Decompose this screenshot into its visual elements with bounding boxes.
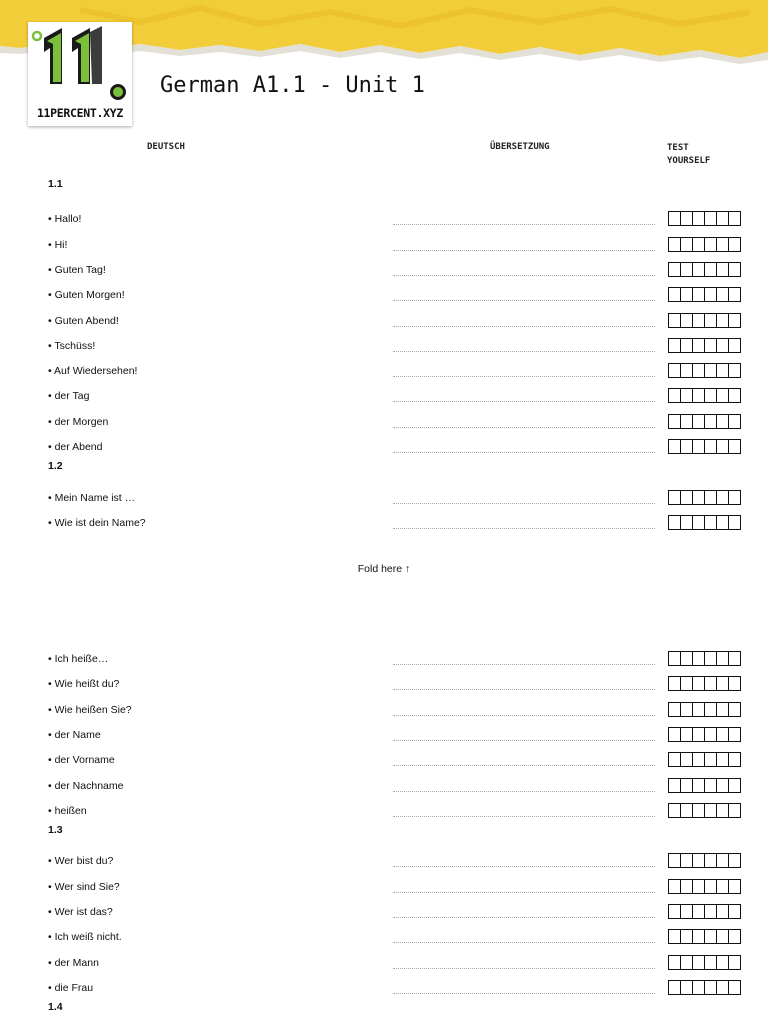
vocab-row (0, 727, 768, 745)
test-yourself-boxes (668, 490, 740, 505)
vocab-row (0, 515, 768, 533)
vocab-term: • Ich weiß nicht. (48, 931, 122, 944)
vocab-row (0, 778, 768, 796)
test-checkbox[interactable] (728, 778, 741, 793)
vocab-term: • der Vorname (48, 754, 115, 767)
test-checkbox[interactable] (728, 338, 741, 353)
test-yourself-boxes (668, 363, 740, 378)
test-yourself-boxes (668, 955, 740, 970)
test-checkbox[interactable] (728, 490, 741, 505)
vocab-term: • der Mann (48, 956, 99, 969)
vocab-term: • der Morgen (48, 415, 109, 428)
vocab-term: • Wer sind Sie? (48, 880, 120, 893)
translation-line[interactable] (393, 942, 655, 943)
test-checkbox[interactable] (728, 955, 741, 970)
translation-line[interactable] (393, 528, 655, 529)
test-checkbox[interactable] (728, 929, 741, 944)
vocab-row (0, 439, 768, 457)
column-header-test-yourself: TEST YOURSELF (667, 143, 711, 166)
test-checkbox[interactable] (728, 515, 741, 530)
translation-line[interactable] (393, 715, 655, 716)
test-checkbox[interactable] (728, 439, 741, 454)
translation-line[interactable] (393, 765, 655, 766)
vocab-term: • die Frau (48, 981, 94, 994)
test-yourself-boxes (668, 651, 740, 666)
test-checkbox[interactable] (728, 414, 741, 429)
translation-line[interactable] (393, 376, 655, 377)
translation-line[interactable] (393, 503, 655, 504)
vocab-row (0, 363, 768, 381)
translation-line[interactable] (393, 427, 655, 428)
vocab-term: • Wer bist du? (48, 855, 114, 868)
translation-line[interactable] (393, 452, 655, 453)
vocab-row (0, 702, 768, 720)
vocab-term: • Guten Abend! (48, 314, 119, 327)
translation-line[interactable] (393, 326, 655, 327)
vocab-term: • Wie ist dein Name? (48, 516, 146, 529)
vocab-term: • Tschüss! (48, 339, 96, 352)
vocab-term: • Wie heißt du? (48, 678, 120, 691)
vocab-row (0, 676, 768, 694)
test-yourself-boxes (668, 515, 740, 530)
translation-line[interactable] (393, 275, 655, 276)
section-label: 1.1 (48, 178, 63, 190)
translation-line[interactable] (393, 866, 655, 867)
translation-line[interactable] (393, 791, 655, 792)
translation-line[interactable] (393, 401, 655, 402)
vocab-row (0, 980, 768, 998)
vocab-row (0, 955, 768, 973)
test-checkbox[interactable] (728, 237, 741, 252)
vocab-row (0, 803, 768, 821)
test-checkbox[interactable] (728, 287, 741, 302)
test-yourself-boxes (668, 313, 740, 328)
vocab-row (0, 904, 768, 922)
vocab-term: • der Name (48, 728, 101, 741)
test-checkbox[interactable] (728, 853, 741, 868)
test-checkbox[interactable] (728, 651, 741, 666)
translation-line[interactable] (393, 664, 655, 665)
logo-text: 11PERCENT.XYZ (36, 106, 124, 120)
vocab-row (0, 237, 768, 255)
vocab-term: • Wer ist das? (48, 906, 113, 918)
vocab-row (0, 313, 768, 331)
test-yourself-boxes (668, 262, 740, 277)
vocab-row (0, 879, 768, 897)
column-header-deutsch: DEUTSCH (147, 142, 185, 152)
test-checkbox[interactable] (728, 313, 741, 328)
test-yourself-boxes (668, 778, 740, 793)
translation-line[interactable] (393, 300, 655, 301)
vocab-row (0, 414, 768, 432)
test-yourself-boxes (668, 388, 740, 403)
test-checkbox[interactable] (728, 363, 741, 378)
vocab-term: • der Tag (48, 390, 90, 403)
translation-line[interactable] (393, 740, 655, 741)
test-checkbox[interactable] (728, 980, 741, 995)
test-yourself-boxes (668, 439, 740, 454)
test-checkbox[interactable] (728, 879, 741, 894)
logo-mark (28, 22, 132, 108)
test-yourself-boxes (668, 879, 740, 894)
section-label: 1.2 (48, 460, 63, 473)
vocab-row (0, 490, 768, 508)
vocab-term: • Guten Morgen! (48, 289, 125, 302)
vocab-row (0, 338, 768, 356)
test-checkbox[interactable] (728, 262, 741, 277)
section-label: 1.3 (48, 824, 63, 837)
test-yourself-boxes (668, 929, 740, 944)
translation-line[interactable] (393, 993, 655, 994)
vocab-term: • Guten Tag! (48, 263, 106, 276)
test-yourself-boxes (668, 803, 740, 818)
column-header-uebersetzung: ÜBERSETZUNG (490, 142, 550, 152)
vocab-term: • Auf Wiedersehen! (48, 365, 138, 378)
vocab-row (0, 853, 768, 871)
translation-line[interactable] (393, 892, 655, 893)
vocab-term: • Hallo! (48, 213, 82, 226)
vocab-term: • Hi! (48, 238, 68, 251)
vocab-row (0, 651, 768, 669)
test-yourself-boxes (668, 414, 740, 429)
vocab-row (0, 262, 768, 280)
translation-line[interactable] (393, 224, 655, 225)
translation-line[interactable] (393, 816, 655, 817)
test-yourself-boxes (668, 287, 740, 302)
vocab-term: • Wie heißen Sie? (48, 703, 132, 716)
test-checkbox[interactable] (728, 727, 741, 742)
test-yourself-boxes (668, 853, 740, 868)
test-yourself-boxes (668, 980, 740, 995)
logo (28, 22, 132, 126)
test-yourself-boxes (668, 676, 740, 691)
fold-here-label: Fold here ↑ (357, 563, 411, 575)
vocab-row (0, 929, 768, 947)
test-checkbox[interactable] (728, 904, 741, 919)
vocab-term: • der Nachname (48, 779, 124, 792)
translation-line[interactable] (393, 351, 655, 352)
vocab-row (0, 211, 768, 229)
test-yourself-boxes (668, 904, 740, 919)
vocab-term: • heißen (48, 804, 87, 817)
test-checkbox[interactable] (728, 388, 741, 403)
test-checkbox[interactable] (728, 752, 741, 767)
test-checkbox[interactable] (728, 803, 741, 818)
test-yourself-boxes (668, 237, 740, 252)
page-title: German A1.1 - Unit 1 (160, 73, 425, 98)
translation-line[interactable] (393, 968, 655, 969)
test-checkbox[interactable] (728, 702, 741, 717)
vocab-row (0, 388, 768, 406)
vocab-term: • Mein Name ist … (48, 491, 136, 504)
vocab-row (0, 287, 768, 305)
test-yourself-boxes (668, 752, 740, 767)
translation-line[interactable] (393, 250, 655, 251)
vocab-term: • Ich heiße… (48, 653, 109, 665)
translation-line[interactable] (393, 689, 655, 690)
test-yourself-boxes (668, 338, 740, 353)
section-label: 1.4 (48, 1001, 63, 1014)
test-checkbox[interactable] (728, 211, 741, 226)
vocab-row (0, 752, 768, 770)
test-checkbox[interactable] (728, 676, 741, 691)
translation-line[interactable] (393, 917, 655, 918)
vocab-term: • der Abend (48, 441, 103, 453)
test-yourself-boxes (668, 211, 740, 226)
test-yourself-boxes (668, 727, 740, 742)
test-yourself-boxes (668, 702, 740, 717)
